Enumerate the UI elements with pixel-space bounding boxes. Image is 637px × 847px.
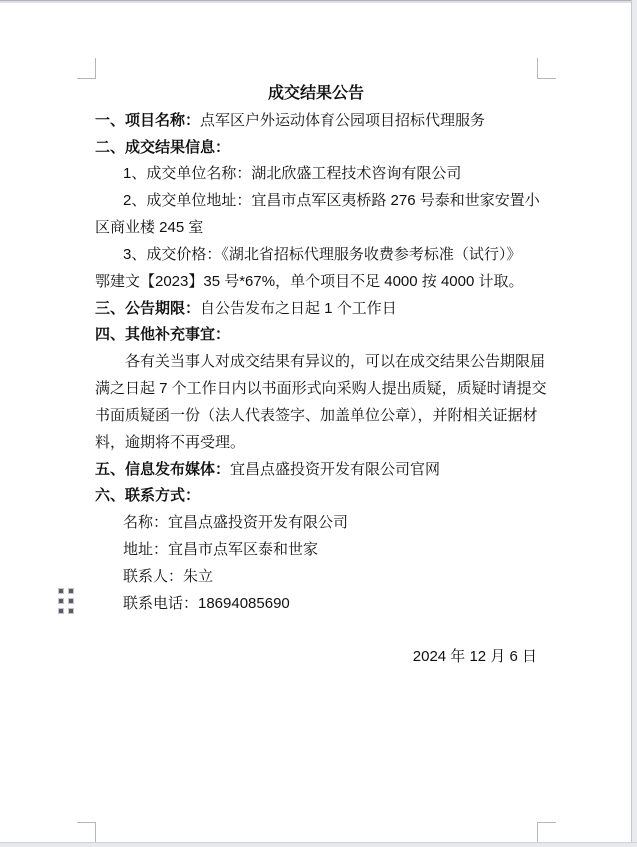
- contact-name: 名称：宜昌点盛投资开发有限公司: [123, 514, 349, 532]
- heading-project-name: 一、项目名称：点军区户外运动体育公园项目招标代理服务: [95, 111, 486, 129]
- document-body: [95, 81, 547, 671]
- item-winner-address: 2、成交单位地址：宜昌市点军区夷桥路 276 号泰和世家安置小: [123, 192, 540, 210]
- heading-announce-period: 三、公告期限：自公告发布之日起 1 个工作日: [95, 299, 397, 317]
- para-objection-3: 书面质疑函一份（法人代表签字、加盖单位公章），并附相关证据材: [95, 406, 538, 424]
- document-page: [0, 3, 631, 843]
- window-bottom-edge: [0, 842, 637, 847]
- para-objection-2: 满之日起 7 个工作日内以书面形式向采购人提出质疑，质疑时请提交: [95, 380, 547, 398]
- item-winner-name: 1、成交单位名称：湖北欣盛工程技术咨询有限公司: [123, 165, 462, 183]
- contact-address: 地址：宜昌市点军区泰和世家: [123, 541, 319, 559]
- item-price: 3、成交价格：《湖北省招标代理服务收费参考标准（试行）》: [123, 245, 522, 263]
- heading-result-info: 二、成交结果信息：: [95, 138, 231, 156]
- drag-handle-icon[interactable]: [59, 589, 74, 614]
- para-objection-4: 料，逾期将不再受理。: [95, 433, 246, 451]
- heading-publish-media: 五、信息发布媒体：宜昌点盛投资开发有限公司官网: [95, 460, 441, 478]
- blank-line: [95, 618, 537, 645]
- date-line: 2024 年 12 月 6 日: [412, 648, 537, 666]
- heading-other-matters: 四、其他补充事宜：: [95, 326, 231, 344]
- item-winner-address-wrap: 区商业楼 245 室: [95, 219, 204, 237]
- window-right-edge: [631, 0, 637, 847]
- window-top-edge: [0, 0, 637, 3]
- contact-person: 联系人：朱立: [123, 567, 214, 585]
- document-title: 成交结果公告: [267, 85, 364, 102]
- item-price-wrap: 鄂建文【2023】35 号*67%，单个项目不足 4000 按 4000 计取。: [95, 272, 524, 290]
- contact-phone: 联系电话：18694085690: [123, 594, 290, 612]
- para-objection-1: 各有关当事人对成交结果有异议的，可以在成交结果公告期限届: [125, 353, 546, 371]
- heading-contact: 六、联系方式：: [95, 487, 201, 505]
